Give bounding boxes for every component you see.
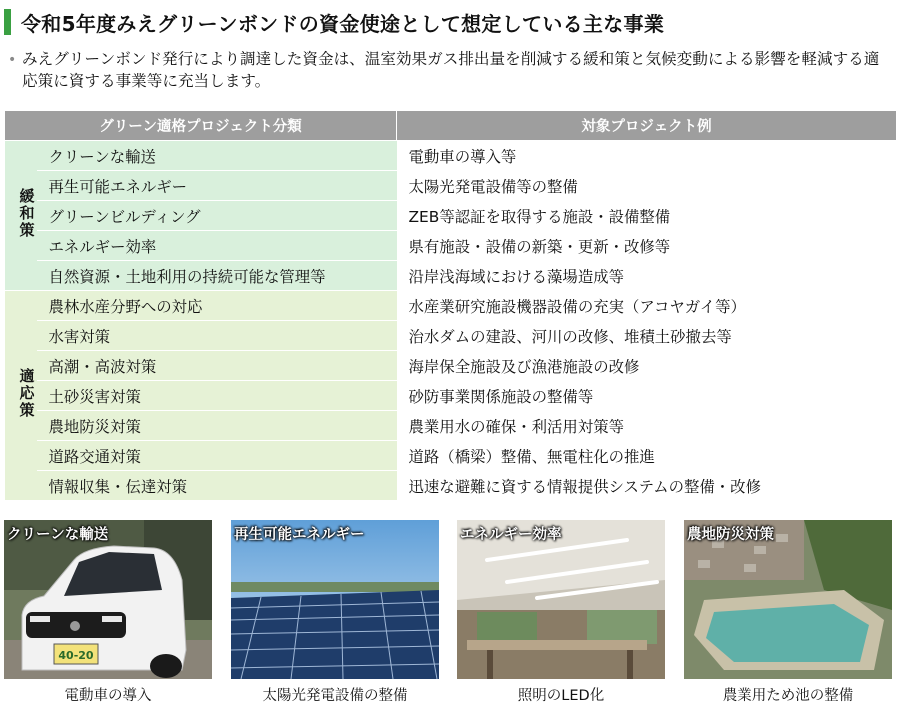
project-example-cell: 水産業研究施設機器設備の充実（アコヤガイ等） bbox=[397, 291, 897, 321]
table-row bbox=[5, 351, 897, 381]
intro-paragraph bbox=[8, 48, 892, 92]
column-header-example: 対象プロジェクト例 bbox=[397, 111, 897, 141]
project-type-cell: 水害対策 bbox=[37, 321, 397, 351]
project-example-cell: 太陽光発電設備等の整備 bbox=[397, 171, 897, 201]
photo-card-solar bbox=[231, 520, 439, 705]
photo-solar bbox=[231, 520, 439, 679]
page-title: 令和5年度みえグリーンボンドの資金使途として想定している主な事業 bbox=[21, 11, 665, 36]
category-cell-adaptation bbox=[5, 291, 37, 501]
project-type-cell: 高潮・高波対策 bbox=[37, 351, 397, 381]
project-type-cell: 農地防災対策 bbox=[37, 411, 397, 441]
project-type-cell: 土砂災害対策 bbox=[37, 381, 397, 411]
photo-pond bbox=[684, 520, 892, 679]
column-header-category: グリーン適格プロジェクト分類 bbox=[5, 111, 397, 141]
photo-label: 農地防災対策 bbox=[687, 527, 774, 543]
photo-caption: 農業用ため池の整備 bbox=[722, 688, 854, 704]
project-example-cell: 農業用水の確保・利活用対策等 bbox=[397, 411, 897, 441]
license-plate-text: 40-20 bbox=[58, 649, 94, 662]
project-type-cell: 情報収集・伝達対策 bbox=[37, 471, 397, 501]
project-type-cell: 自然資源・土地利用の持続可能な管理等 bbox=[37, 261, 397, 291]
category-cell-mitigation bbox=[5, 141, 37, 291]
project-table bbox=[4, 110, 897, 501]
table-row bbox=[5, 261, 897, 291]
category-label: 適応策 bbox=[17, 368, 36, 419]
table-row bbox=[5, 231, 897, 261]
photo-caption: 太陽光発電設備の整備 bbox=[262, 688, 408, 704]
photo-gallery bbox=[4, 520, 896, 706]
table-row bbox=[5, 381, 897, 411]
table-row bbox=[5, 471, 897, 501]
project-example-cell: 沿岸浅海域における藻場造成等 bbox=[397, 261, 897, 291]
intro-text: みえグリーンボンド発行により調達した資金は、温室効果ガス排出量を削減する緩和策と気候変動による影響を軽減する適応策に資する事業等に充当します。 bbox=[22, 50, 880, 90]
project-type-cell: 道路交通対策 bbox=[37, 441, 397, 471]
project-example-cell: 迅速な避難に資する情報提供システムの整備・改修 bbox=[397, 471, 897, 501]
photo-card-pond bbox=[684, 520, 892, 705]
project-type-cell: クリーンな輸送 bbox=[37, 141, 397, 171]
table-row bbox=[5, 171, 897, 201]
title-accent-bar bbox=[4, 9, 11, 35]
project-example-cell: 電動車の導入等 bbox=[397, 141, 897, 171]
table-row bbox=[5, 441, 897, 471]
title-area bbox=[4, 8, 664, 36]
photo-label: クリーンな輸送 bbox=[7, 527, 109, 543]
table-row bbox=[5, 411, 897, 441]
project-example-cell: 砂防事業関係施設の整備等 bbox=[397, 381, 897, 411]
photo-label: 再生可能エネルギー bbox=[234, 527, 365, 543]
project-type-cell: 農林水産分野への対応 bbox=[37, 291, 397, 321]
photo-label: エネルギー効率 bbox=[460, 527, 562, 543]
project-example-cell: 海岸保全施設及び漁港施設の改修 bbox=[397, 351, 897, 381]
project-type-cell: 再生可能エネルギー bbox=[37, 171, 397, 201]
project-type-cell: グリーンビルディング bbox=[37, 201, 397, 231]
project-example-cell: 道路（橋梁）整備、無電柱化の推進 bbox=[397, 441, 897, 471]
photo-led bbox=[457, 520, 665, 679]
photo-ev bbox=[4, 520, 212, 679]
project-example-cell: 治水ダムの建設、河川の改修、堆積土砂撤去等 bbox=[397, 321, 897, 351]
table-header-row bbox=[5, 111, 897, 141]
photo-caption: 電動車の導入 bbox=[64, 688, 152, 704]
project-type-cell: エネルギー効率 bbox=[37, 231, 397, 261]
project-example-cell: ZEB等認証を取得する施設・設備整備 bbox=[397, 201, 897, 231]
photo-card-led bbox=[457, 520, 665, 705]
table-row bbox=[5, 141, 897, 171]
bullet-icon: • bbox=[8, 52, 17, 68]
photo-card-ev bbox=[4, 520, 212, 705]
project-example-cell: 県有施設・設備の新築・更新・改修等 bbox=[397, 231, 897, 261]
table-row bbox=[5, 201, 897, 231]
category-label: 緩和策 bbox=[17, 188, 36, 239]
table-row bbox=[5, 321, 897, 351]
table-row bbox=[5, 291, 897, 321]
photo-caption: 照明のLED化 bbox=[517, 688, 605, 704]
